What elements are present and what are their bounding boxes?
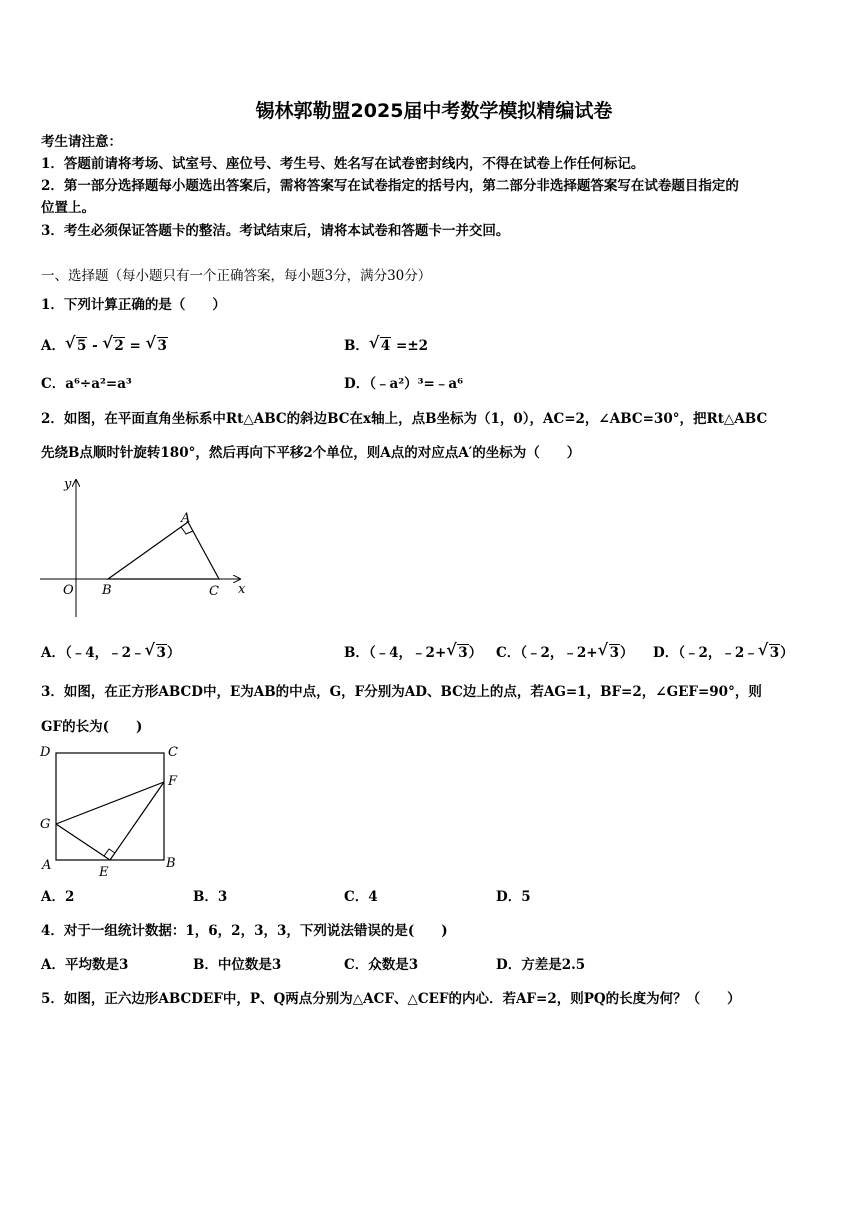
question-1-stem: 1．下列计算正确的是（ ）	[41, 297, 226, 313]
origin-label: O	[63, 583, 74, 598]
coordinate-figure	[38, 474, 253, 620]
notice-item: 2．第一部分选择题每小题选出答案后，需将答案写在试卷指定的括号内，第二部分非选择题答案写在试卷题目指定的	[41, 178, 739, 194]
q1-option-a: A． √ 5 - √ 2 = √ 3	[41, 333, 167, 354]
point-b-label: B	[102, 583, 112, 598]
q2-option-a: A．（﹣4，﹣2﹣ √ 3）	[41, 640, 181, 661]
sqrt-expression: √ 5	[64, 333, 87, 354]
sqrt-expression: √ 3	[144, 640, 166, 661]
notice-item: 1．答题前请将考场、试室号、座位号、考生号、姓名写在试卷密封线内，不得在试卷上作任何标记。	[41, 156, 645, 172]
q3-option: D．5	[496, 889, 531, 905]
q2-option-d: D．（﹣2，﹣2﹣ √ 3）	[653, 640, 794, 661]
q4-option: C．众数是3	[344, 957, 419, 973]
q3-option: A．2	[41, 889, 75, 905]
point-c-label: C	[168, 745, 178, 760]
sqrt-expression: √ 3	[597, 640, 619, 661]
question-3-stem: GF的长为( )	[41, 719, 143, 735]
sqrt-expression: √ 3	[757, 640, 780, 661]
q4-option: A．平均数是3	[41, 957, 129, 973]
question-4-stem: 4．对于一组统计数据：1，6，2，3，3，下列说法错误的是( )	[41, 923, 448, 939]
point-a-label: A	[181, 511, 191, 526]
sqrt-expression: √ 3	[145, 333, 167, 354]
point-f-label: F	[168, 774, 178, 789]
q3-option: B．3	[193, 889, 228, 905]
point-c-label: C	[209, 584, 219, 599]
point-d-label: D	[40, 745, 51, 760]
sqrt-expression: √ 2	[102, 333, 124, 354]
sqrt-expression: √ 4	[368, 333, 391, 354]
point-g-label: G	[40, 817, 51, 832]
question-2-stem: 先绕B点顺时针旋转180°，然后再向下平移2个单位，则A点的对应点A′的坐标为（ ）	[41, 445, 581, 461]
page-title: 锡林郭勒盟2025届中考数学模拟精编试卷	[255, 100, 613, 122]
square-figure	[38, 742, 188, 880]
notice-heading: 考生请注意：	[41, 134, 122, 150]
notice-item: 位置上。	[41, 200, 95, 216]
q1-option-c: C．a⁶÷a²=a³	[41, 376, 132, 392]
q4-option: D．方差是2.5	[496, 957, 586, 973]
section-heading: 一、选择题（每小题只有一个正确答案，每小题3分，满分30分）	[41, 268, 432, 284]
triangle-abc	[108, 522, 219, 579]
question-3-stem: 3．如图，在正方形ABCD中，E为AB的中点，G，F分别为AD、BC边上的点，若AG=1，BF=2，∠GEF=90°，则	[41, 684, 762, 700]
point-b-label: B	[166, 856, 176, 871]
point-a-label: A	[42, 858, 52, 873]
q1-option-b: B． √ 4 =±2	[344, 333, 429, 354]
notice-item: 3．考生必须保证答题卡的整洁。考试结束后，请将本试卷和答题卡一并交回。	[41, 223, 510, 239]
q4-option: B．中位数是3	[193, 957, 282, 973]
q3-option: C．4	[344, 889, 378, 905]
x-label: x	[238, 582, 246, 597]
segment-gf	[56, 782, 164, 824]
square-abcd	[56, 753, 164, 860]
y-label: y	[64, 477, 72, 492]
sqrt-expression: √ 3	[446, 640, 468, 661]
q1-option-d: D．（﹣a²）³=﹣a⁶	[344, 376, 464, 392]
question-2-stem: 2．如图，在平面直角坐标系中Rt△ABC的斜边BC在x轴上，点B坐标为（1，0），AC=2，∠ABC=30°，把Rt△ABC	[41, 411, 768, 427]
segment-ef	[110, 782, 164, 860]
question-5-stem: 5．如图，正六边形ABCDEF中，P、Q两点分别为△ACF、△CEF的内心．若AF=2，则PQ的长度为何？（ ）	[41, 991, 741, 1007]
q2-option-b: B．（﹣4，﹣2+ √ 3）	[344, 640, 483, 661]
point-e-label: E	[99, 865, 109, 880]
q2-option-c: C．（﹣2，﹣2+ √ 3）	[496, 640, 634, 661]
option-label: A．	[41, 338, 65, 354]
segment-ge	[56, 824, 110, 860]
